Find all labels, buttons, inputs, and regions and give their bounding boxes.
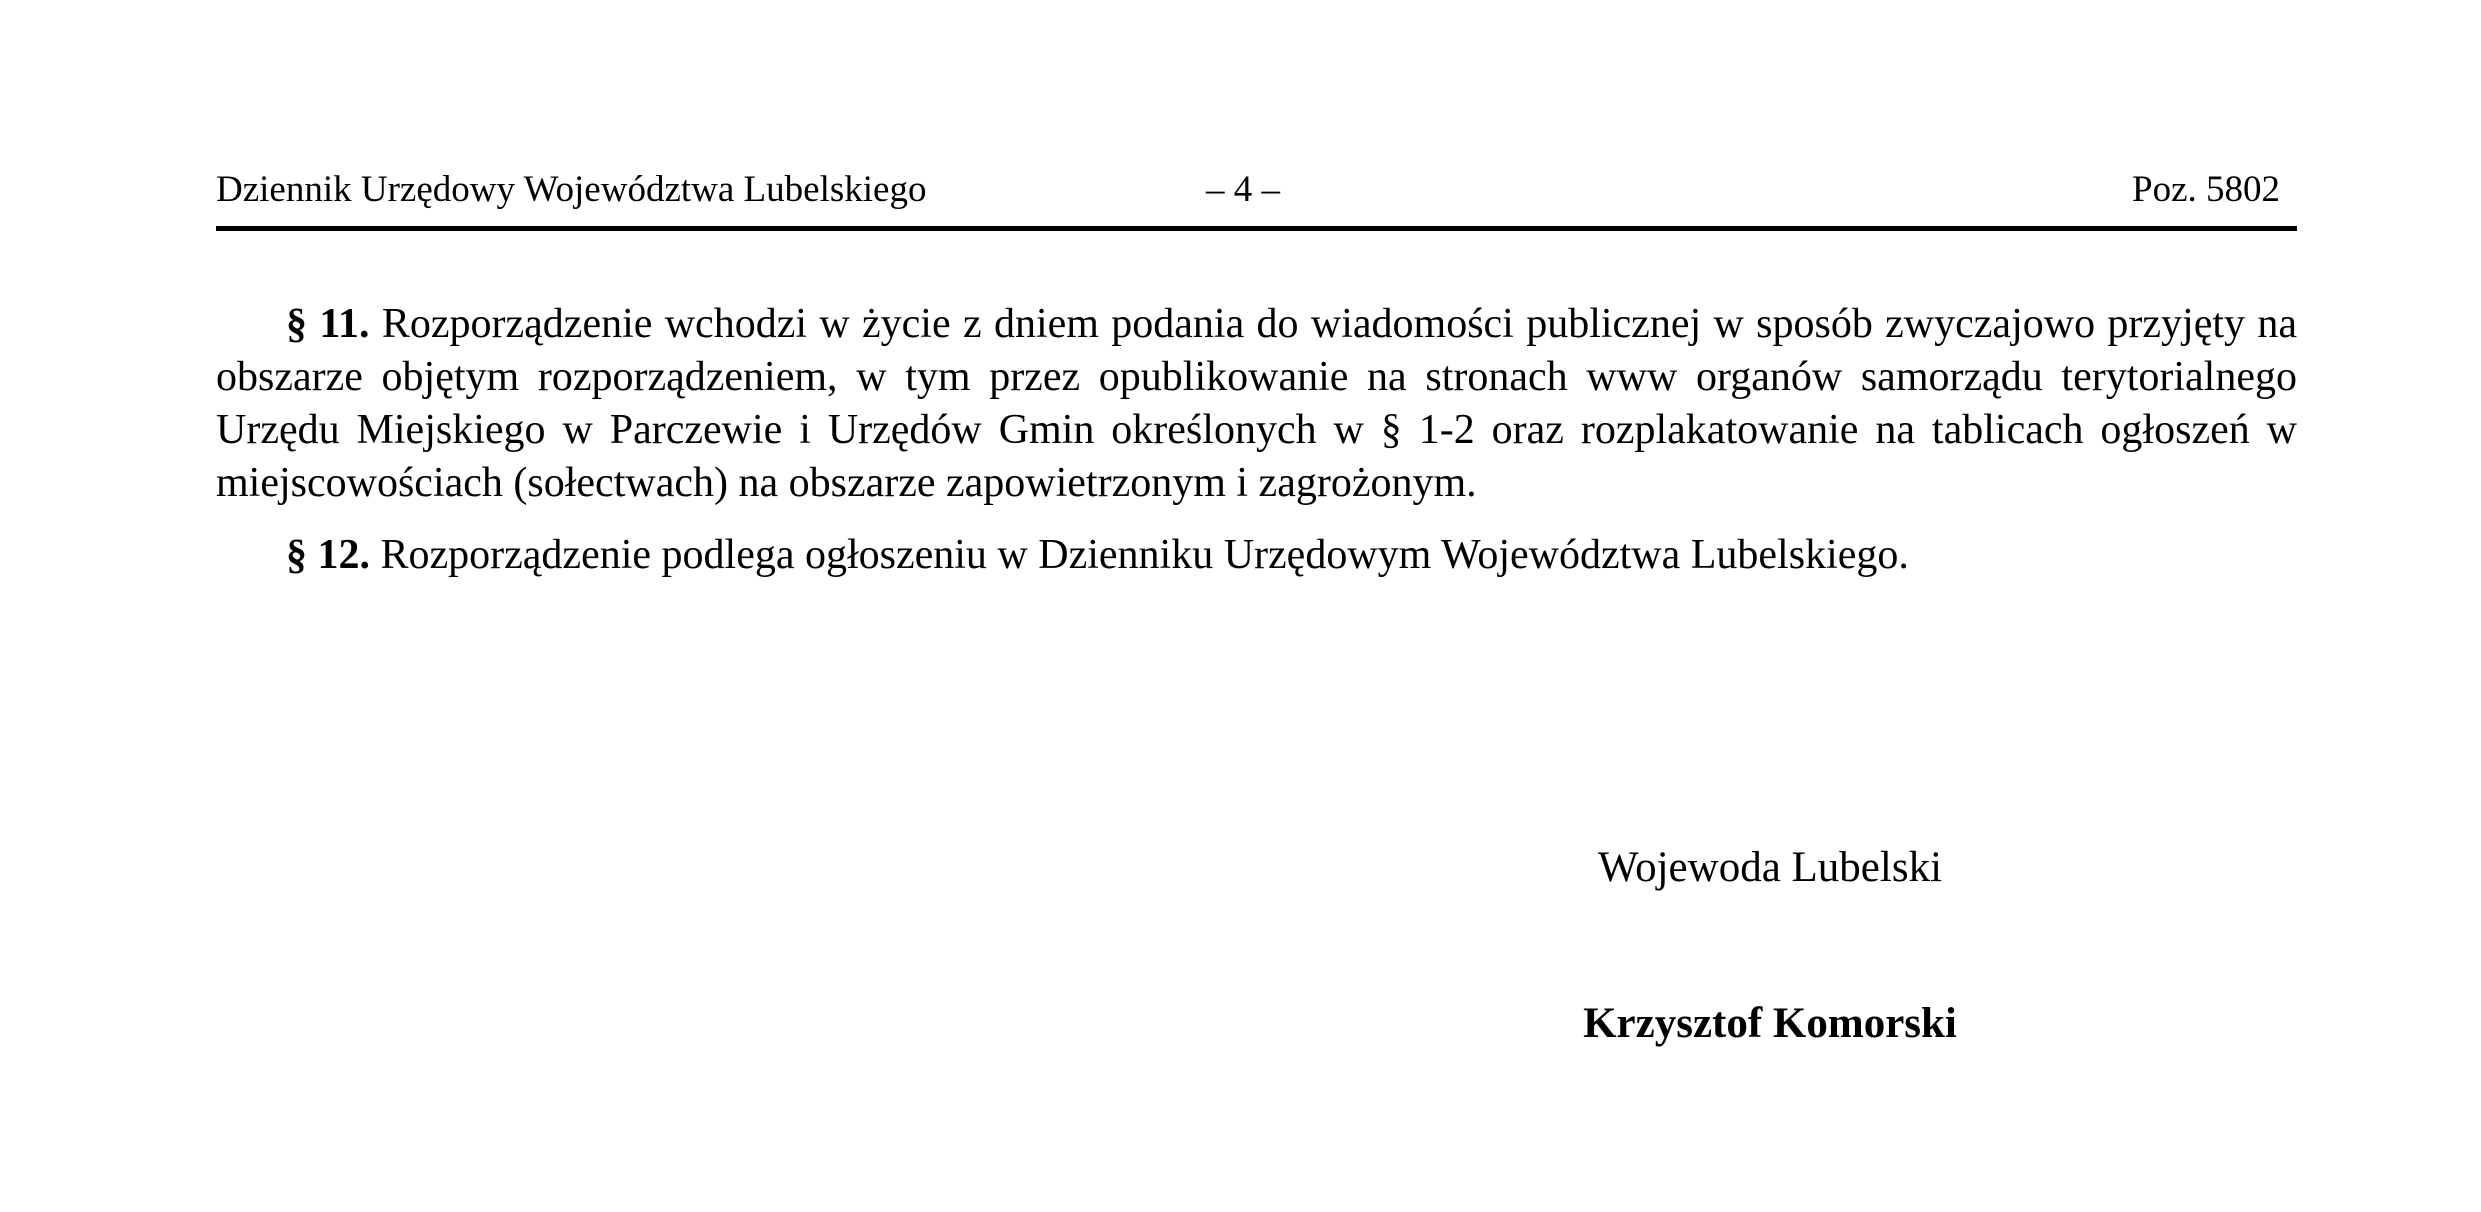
journal-title: Dziennik Urzędowy Województwa Lubelskiego <box>216 169 927 210</box>
paragraph-section-12 <box>216 529 2297 582</box>
page-header <box>216 166 2280 214</box>
document-body <box>216 298 2297 582</box>
signatory-role: Wojewoda Lubelski <box>1597 844 1943 891</box>
section-marker: § 12. <box>286 532 370 578</box>
page-number: – 4 – <box>1206 169 1280 210</box>
paragraph-text: Rozporządzenie podlega ogłoszeniu w Dzienniku Urzędowym Województwa Lubelskiego. <box>370 532 1909 578</box>
paragraph-section-11 <box>216 298 2297 510</box>
section-marker: § 11. <box>286 301 370 347</box>
position-number: Poz. 5802 <box>2132 169 2280 210</box>
paragraph-text: Rozporządzenie wchodzi w życie z dniem podania do wiadomości publicznej w sposób zwyczajowo przyjęty na obszarze objętym rozporządzeniem, w tym przez opublikowanie na stronach www organów samorządu terytorialnego Urzędu Miejskiego w Parczewie i Urzędów Gmin określonych w § 1-2 oraz rozplakatowanie na tablicach ogłoszeń w miejscowościach (sołectwach) na obszarze zapowietrzonym i zagrożonym. <box>216 301 2297 506</box>
signatory-name: Krzysztof Komorski <box>1583 1000 1957 1047</box>
signature-block <box>1560 840 1980 1052</box>
header-rule <box>216 226 2297 231</box>
